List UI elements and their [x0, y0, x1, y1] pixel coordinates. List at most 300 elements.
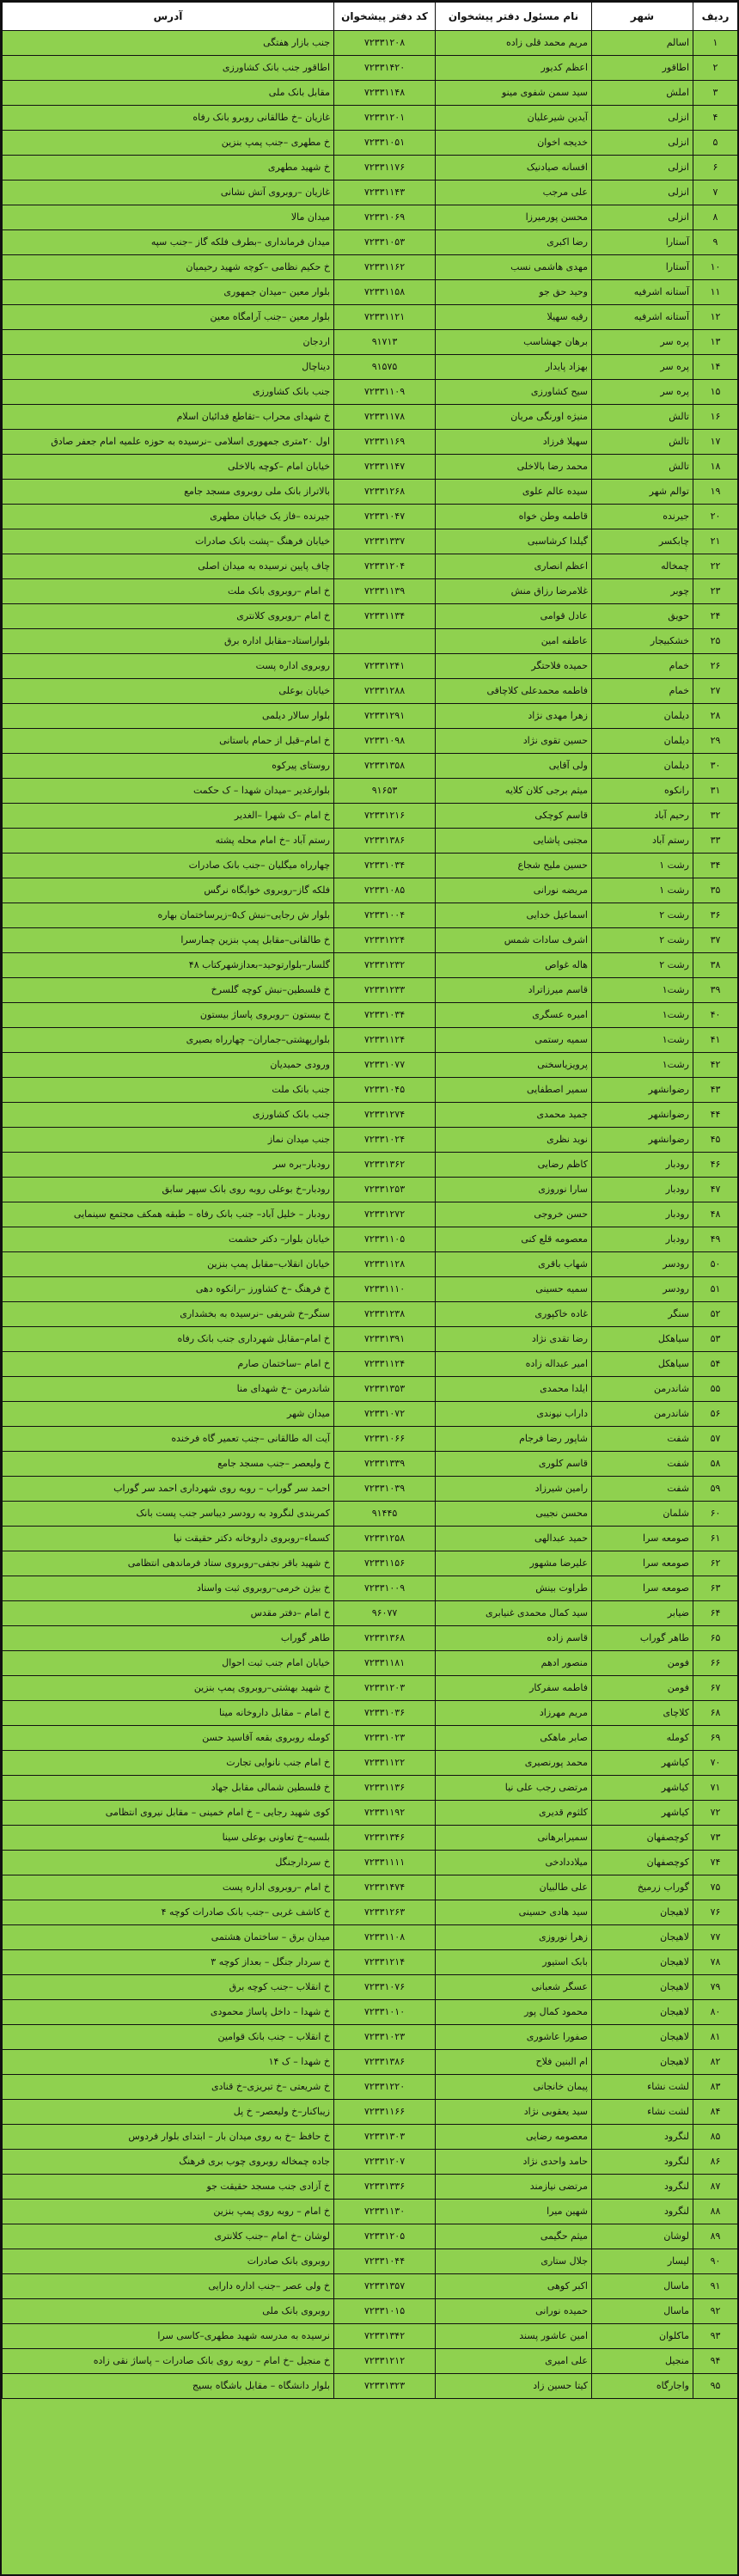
cell-city: آستارا	[592, 255, 693, 280]
cell-manager-name: محسن نجیبی	[436, 1502, 592, 1527]
cell-manager-name: سهیلا فرزاد	[436, 430, 592, 455]
cell-address: میدان مالا	[3, 205, 334, 230]
cell-city: لشت نشاء	[592, 2075, 693, 2100]
cell-office-code: ۷۲۳۳۱۰۴۷	[334, 505, 436, 529]
cell-address: روبروی بانک صادرات	[3, 2249, 334, 2274]
cell-manager-name: محمود کمال پور	[436, 2000, 592, 2025]
cell-index: ۳	[693, 81, 738, 106]
cell-manager-name: اشرف سادات شمس	[436, 928, 592, 953]
cell-index: ۶۵	[693, 1626, 738, 1651]
table-row	[3, 1776, 738, 1801]
table-row	[3, 1352, 738, 1377]
cell-address: خ مطهری –جنب پمپ بنزین	[3, 131, 334, 156]
cell-address: خ شهدای محراب –تقاطع فدائیان اسلام	[3, 405, 334, 430]
cell-manager-name: منیژه اورنگی مریان	[436, 405, 592, 430]
table-row	[3, 255, 738, 280]
cell-index: ۷	[693, 181, 738, 205]
cell-office-code: ۷۲۳۳۱۰۳۹	[334, 1477, 436, 1502]
cell-city: رشت۱	[592, 1003, 693, 1028]
cell-city: اطاقور	[592, 56, 693, 81]
cell-manager-name: مریم مهرزاد	[436, 1701, 592, 1726]
cell-office-code: ۷۲۳۳۱۳۳۹	[334, 1452, 436, 1477]
cell-city: پره سر	[592, 380, 693, 405]
cell-address: ورودی حمیدیان	[3, 1053, 334, 1078]
cell-office-code: ۷۲۳۳۱۱۵۶	[334, 1551, 436, 1576]
cell-office-code: ۷۲۳۳۱۰۴۴	[334, 2249, 436, 2274]
cell-manager-name: منصور ادهم	[436, 1651, 592, 1676]
cell-city: کومله	[592, 1726, 693, 1751]
cell-index: ۵۵	[693, 1377, 738, 1402]
cell-office-code: ۷۲۳۳۱۳۵۷	[334, 2274, 436, 2299]
cell-office-code: ۷۲۳۳۱۰۵۱	[334, 131, 436, 156]
cell-index: ۴	[693, 106, 738, 131]
table-row	[3, 804, 738, 829]
cell-address: خیابان امام –کوچه بالاخلی	[3, 455, 334, 480]
table-row	[3, 1202, 738, 1227]
cell-office-code: ۷۲۳۳۱۲۰۴	[334, 554, 436, 579]
cell-office-code: ۷۲۳۳۱۰۹۸	[334, 729, 436, 754]
cell-manager-name: داراب نیوندی	[436, 1402, 592, 1427]
cell-index: ۳۳	[693, 829, 738, 854]
cell-manager-name: رضا تقدی نژاد	[436, 1327, 592, 1352]
cell-city: رضوانشهر	[592, 1128, 693, 1153]
table-row	[3, 754, 738, 779]
cell-manager-name: بهزاد پایدار	[436, 355, 592, 380]
cell-index: ۱۲	[693, 305, 738, 330]
cell-address: بلوارغدیر –میدان شهدا – ک حکمت	[3, 779, 334, 804]
cell-office-code: ۷۲۳۳۱۰۶۹	[334, 205, 436, 230]
table-row	[3, 1726, 738, 1751]
table-row	[3, 81, 738, 106]
cell-manager-name: سمیه حسینی	[436, 1277, 592, 1302]
cell-office-code: ۷۲۳۳۱۰۱۵	[334, 2299, 436, 2324]
cell-manager-name: بابک استیور	[436, 1950, 592, 1975]
cell-office-code: ۷۲۳۳۱۱۳۴	[334, 604, 436, 629]
cell-office-code: ۷۲۳۳۱۰۷۶	[334, 1975, 436, 2000]
cell-index: ۷۶	[693, 1900, 738, 1925]
cell-city: شلمان	[592, 1502, 693, 1527]
table-row	[3, 1003, 738, 1028]
table-row	[3, 1028, 738, 1053]
cell-address: جیرنده –فاز یک خیابان مطهری	[3, 505, 334, 529]
cell-address: گلسار–بلوارتوحید–بعدازشهرکتاب ۴۸	[3, 953, 334, 978]
cell-city: شفت	[592, 1452, 693, 1477]
cell-index: ۳۸	[693, 953, 738, 978]
cell-address: شاندرمن –خ شهدای منا	[3, 1377, 334, 1402]
cell-office-code: ۷۲۳۳۱۲۲۰	[334, 2075, 436, 2100]
cell-city: لنگرود	[592, 2125, 693, 2150]
cell-office-code: ۷۲۳۳۱۲۶۳	[334, 1900, 436, 1925]
cell-office-code: ۷۲۳۳۱۳۰۳	[334, 2125, 436, 2150]
cell-city: لاهیجان	[592, 2000, 693, 2025]
cell-city: ماسال	[592, 2299, 693, 2324]
cell-office-code: ۷۲۳۳۱۱۳۰	[334, 2200, 436, 2224]
table-row	[3, 1875, 738, 1900]
header-index: ردیف	[693, 3, 738, 31]
table-row	[3, 330, 738, 355]
table-row	[3, 2349, 738, 2374]
cell-city: املش	[592, 81, 693, 106]
cell-manager-name: رامین شیرزاد	[436, 1477, 592, 1502]
cell-index: ۷۸	[693, 1950, 738, 1975]
header-row	[3, 3, 738, 31]
cell-office-code: ۷۲۳۳۱۲۱۴	[334, 1950, 436, 1975]
cell-office-code: ۷۲۳۳۱۰۲۳	[334, 1726, 436, 1751]
table-row	[3, 181, 738, 205]
cell-address: خ فلسطین–نبش کوچه گلسرخ	[3, 978, 334, 1003]
table-row	[3, 729, 738, 754]
cell-city: رودبار	[592, 1153, 693, 1178]
cell-manager-name: وحید حق جو	[436, 280, 592, 305]
cell-office-code: ۷۲۳۳۱۱۲۲	[334, 1751, 436, 1776]
header-manager-name: نام مسئول دفتر پیشخوان	[436, 3, 592, 31]
cell-address: لوشان –خ امام –جنب کلانتری	[3, 2224, 334, 2249]
cell-index: ۴۵	[693, 1128, 738, 1153]
cell-address: اول ۲۰متری جمهوری اسلامی –نرسیده به حوزه علمیه امام جعفر صادق	[3, 430, 334, 455]
cell-office-code: ۷۲۳۳۱۱۶۲	[334, 255, 436, 280]
cell-address: زیباکنار–خ ولیعصر– خ پل	[3, 2100, 334, 2125]
cell-city: انزلی	[592, 181, 693, 205]
cell-city: شاندرمن	[592, 1402, 693, 1427]
cell-index: ۷۹	[693, 1975, 738, 2000]
table-row	[3, 604, 738, 629]
cell-office-code: ۷۲۳۳۱۲۲۴	[334, 928, 436, 953]
header-office-code: کد دفتر پیشخوان	[334, 3, 436, 31]
cell-manager-name: مرتضی نیازمند	[436, 2175, 592, 2200]
cell-index: ۹۵	[693, 2374, 738, 2399]
cell-address: خ انقلاب –جنب کوچه برق	[3, 1975, 334, 2000]
cell-manager-name: کاظم رضایی	[436, 1153, 592, 1178]
table-row	[3, 928, 738, 953]
cell-city: خشکبیجار	[592, 629, 693, 654]
cell-office-code: ۷۲۳۳۱۱۴۷	[334, 455, 436, 480]
cell-manager-name: عادل قوامی	[436, 604, 592, 629]
cell-city: کوچصفهان	[592, 1851, 693, 1875]
cell-office-code: ۷۲۳۳۱۱۴۳	[334, 181, 436, 205]
cell-address: میدان فرمانداری –بطرف فلکه گاز –جنب سپه	[3, 230, 334, 255]
cell-office-code: ۷۲۳۳۱۲۴۱	[334, 654, 436, 679]
cell-manager-name: معصومه قلع کنی	[436, 1227, 592, 1252]
cell-index: ۸	[693, 205, 738, 230]
cell-manager-name: فاطمه سفرکار	[436, 1676, 592, 1701]
table-row	[3, 1227, 738, 1252]
table-row	[3, 2150, 738, 2175]
cell-office-code: ۷۲۳۳۱۱۷۸	[334, 405, 436, 430]
table-body	[3, 31, 738, 2399]
cell-city: شفت	[592, 1477, 693, 1502]
table-row	[3, 2025, 738, 2050]
table-row	[3, 430, 738, 455]
cell-city: چمخاله	[592, 554, 693, 579]
cell-office-code: ۷۲۳۳۱۳۵۳	[334, 1377, 436, 1402]
cell-index: ۶	[693, 156, 738, 181]
cell-manager-name: برهان جهشاسب	[436, 330, 592, 355]
cell-office-code: ۷۲۳۳۱۳۳۷	[334, 529, 436, 554]
cell-manager-name: سیح کشاورزی	[436, 380, 592, 405]
cell-index: ۵۲	[693, 1302, 738, 1327]
cell-address: کسماء–روبروی داروخانه دکتر حقیقت نیا	[3, 1527, 334, 1551]
cell-manager-name: شهین میرا	[436, 2200, 592, 2224]
table-row	[3, 31, 738, 56]
cell-city: پره سر	[592, 355, 693, 380]
cell-address: غازیان –روبروی آتش نشانی	[3, 181, 334, 205]
cell-manager-name: جلال ستاری	[436, 2249, 592, 2274]
cell-city: لشت نشاء	[592, 2100, 693, 2125]
cell-manager-name: محمد پورنصیری	[436, 1751, 592, 1776]
cell-index: ۵	[693, 131, 738, 156]
cell-office-code: ۷۲۳۳۱۲۳۲	[334, 953, 436, 978]
table-row	[3, 280, 738, 305]
cell-city: سنگر	[592, 1302, 693, 1327]
table-row	[3, 2274, 738, 2299]
cell-index: ۸۶	[693, 2150, 738, 2175]
table-row	[3, 1527, 738, 1551]
cell-office-code: ۷۲۳۳۱۰۰۹	[334, 1576, 436, 1601]
cell-address: دیناچال	[3, 355, 334, 380]
cell-office-code: ۷۲۳۳۱۰۷۲	[334, 1402, 436, 1427]
table-row	[3, 1327, 738, 1352]
table-row	[3, 2374, 738, 2399]
cell-address: نرسیده به مدرسه شهید مطهری–کاسی سرا	[3, 2324, 334, 2349]
cell-city: خمام	[592, 654, 693, 679]
cell-address: خ امام –روبروی کلانتری	[3, 604, 334, 629]
cell-office-code: ۷۲۳۳۱۲۷۲	[334, 1202, 436, 1227]
cell-address: فلکه گاز–روبروی خوابگاه نرگس	[3, 878, 334, 903]
table-row	[3, 1601, 738, 1626]
cell-office-code: ۷۲۳۳۱۴۲۰	[334, 56, 436, 81]
cell-index: ۶۹	[693, 1726, 738, 1751]
cell-manager-name: پرویزیاسخنی	[436, 1053, 592, 1078]
cell-city: صومعه سرا	[592, 1576, 693, 1601]
cell-index: ۲۹	[693, 729, 738, 754]
cell-city: ماکلوان	[592, 2324, 693, 2349]
cell-office-code: ۷۲۳۳۱۰۷۷	[334, 1053, 436, 1078]
cell-city: واجارگاه	[592, 2374, 693, 2399]
cell-office-code: ۷۲۳۳۱۰۶۶	[334, 1427, 436, 1452]
cell-city: رودسر	[592, 1277, 693, 1302]
cell-index: ۲۵	[693, 629, 738, 654]
cell-office-code: ۷۲۳۳۱۱۳۹	[334, 579, 436, 604]
cell-office-code: ۷۲۳۳۱۱۰۵	[334, 1227, 436, 1252]
table-row	[3, 1950, 738, 1975]
cell-office-code: ۷۲۳۳۱۲۰۷	[334, 2150, 436, 2175]
cell-index: ۷۰	[693, 1751, 738, 1776]
table-row	[3, 1153, 738, 1178]
cell-city: رشت۱	[592, 1028, 693, 1053]
cell-office-code: ۷۲۳۳۱۲۱۲	[334, 2349, 436, 2374]
table-row	[3, 2175, 738, 2200]
cell-office-code: ۷۲۳۳۱۱۲۴	[334, 1028, 436, 1053]
cell-address: خ شهید باقر نجفی–روبروی ستاد فرماندهی انتظامی	[3, 1551, 334, 1576]
cell-city: شاندرمن	[592, 1377, 693, 1402]
cell-address: آیت اله طالقانی –جنب تعمیر گاه فرخنده	[3, 1427, 334, 1452]
cell-index: ۴۶	[693, 1153, 738, 1178]
cell-manager-name: سید هادی حسینی	[436, 1900, 592, 1925]
cell-manager-name: میلاددادخی	[436, 1851, 592, 1875]
cell-office-code: ۷۲۳۳۱۱۹۲	[334, 1801, 436, 1826]
cell-office-code: ۷۲۳۳۱۱۰۹	[334, 380, 436, 405]
cell-address: خ شهدا – داخل پاساژ محمودی	[3, 2000, 334, 2025]
cell-manager-name: سمیه رستمی	[436, 1028, 592, 1053]
cell-manager-name: اعظم کدیور	[436, 56, 592, 81]
cell-city: جیرنده	[592, 505, 693, 529]
cell-city: انزلی	[592, 156, 693, 181]
cell-index: ۷۷	[693, 1925, 738, 1950]
table-row	[3, 903, 738, 928]
cell-address: خیابان انقلاب–مقابل پمپ بنزین	[3, 1252, 334, 1277]
cell-manager-name: سارا نوروزی	[436, 1178, 592, 1202]
cell-address: کوی شهید رجایی – خ امام خمینی – مقابل نیروی انتظامی	[3, 1801, 334, 1826]
cell-index: ۸۴	[693, 2100, 738, 2125]
cell-address: خ امام –دفتر مقدس	[3, 1601, 334, 1626]
cell-address: کومله روبروی بقعه آقاسید حسن	[3, 1726, 334, 1751]
cell-address: بلوار سالار دیلمی	[3, 704, 334, 729]
cell-city: کیاشهر	[592, 1776, 693, 1801]
cell-address: خ طالقانی–مقابل پمپ بنزین چمارسرا	[3, 928, 334, 953]
cell-manager-name: میثم برجی کلان کلایه	[436, 779, 592, 804]
cell-index: ۲۷	[693, 679, 738, 704]
cell-manager-name: فاطمه محمدعلی کلاچاقی	[436, 679, 592, 704]
cell-address: خ انقلاب – جنب بانک قوامین	[3, 2025, 334, 2050]
cell-office-code: ۷۲۳۳۱۲۱۶	[334, 804, 436, 829]
cell-city: لاهیجان	[592, 2050, 693, 2075]
table-row	[3, 1851, 738, 1875]
cell-manager-name: کیتا حسین زاد	[436, 2374, 592, 2399]
table-row	[3, 1900, 738, 1925]
cell-address: خ امام–مقابل شهرداری جنب بانک رفاه	[3, 1327, 334, 1352]
cell-manager-name: محسن پورمیرزا	[436, 205, 592, 230]
cell-city: رشت۱	[592, 1053, 693, 1078]
cell-office-code: ۷۲۳۳۱۱۷۶	[334, 156, 436, 181]
cell-manager-name: قاسم زاده	[436, 1626, 592, 1651]
cell-index: ۵۷	[693, 1427, 738, 1452]
table-row	[3, 230, 738, 255]
cell-manager-name: نوید نظری	[436, 1128, 592, 1153]
cell-address: خیابان بلوار– دکتر حشمت	[3, 1227, 334, 1252]
cell-index: ۸۸	[693, 2200, 738, 2224]
cell-city: رستم آباد	[592, 829, 693, 854]
cell-address: اطاقور جنب بانک کشاورزی	[3, 56, 334, 81]
cell-index: ۲۳	[693, 579, 738, 604]
cell-city: رشت ۱	[592, 854, 693, 878]
cell-address: خ امام جنب نانوایی تجارت	[3, 1751, 334, 1776]
cell-office-code: ۷۲۳۳۱۰۴۵	[334, 1078, 436, 1103]
cell-index: ۸۲	[693, 2050, 738, 2075]
cell-manager-name: امیره عسگری	[436, 1003, 592, 1028]
cell-address: خ ولیعصر –جنب مسجد جامع	[3, 1452, 334, 1477]
cell-address: روستای پیرکوه	[3, 754, 334, 779]
cell-manager-name: محمد رضا بالاخلی	[436, 455, 592, 480]
table-row	[3, 654, 738, 679]
cell-city: لیسار	[592, 2249, 693, 2274]
cell-city: رحیم آباد	[592, 804, 693, 829]
cell-address: جنب بازار هفتگی	[3, 31, 334, 56]
cell-manager-name: غلامرضا رزاق منش	[436, 579, 592, 604]
cell-manager-name: امین عاشور پسند	[436, 2324, 592, 2349]
cell-address: خ امام –روبروی بانک ملت	[3, 579, 334, 604]
cell-manager-name: اعظم انصاری	[436, 554, 592, 579]
cell-city: آستارا	[592, 230, 693, 255]
cell-manager-name: سید یعقوبی نژاد	[436, 2100, 592, 2125]
cell-index: ۴۴	[693, 1103, 738, 1128]
cell-address: اردجان	[3, 330, 334, 355]
cell-manager-name: طراوت بینش	[436, 1576, 592, 1601]
cell-office-code: ۷۲۳۳۱۰۲۴	[334, 1128, 436, 1153]
cell-index: ۸۵	[693, 2125, 738, 2150]
cell-manager-name: مریضه نورانی	[436, 878, 592, 903]
cell-index: ۲۰	[693, 505, 738, 529]
cell-office-code: ۷۲۳۳۱۳۵۸	[334, 754, 436, 779]
cell-index: ۲۱	[693, 529, 738, 554]
cell-office-code: ۷۲۳۳۱۱۴۸	[334, 81, 436, 106]
table-row	[3, 1576, 738, 1601]
cell-index: ۴۲	[693, 1053, 738, 1078]
table-row	[3, 1626, 738, 1651]
table-row	[3, 1252, 738, 1277]
cell-manager-name: سمیرابرهانی	[436, 1826, 592, 1851]
cell-index: ۶۰	[693, 1502, 738, 1527]
cell-address: خ آزادی جنب مسجد حقیقت جو	[3, 2175, 334, 2200]
table-row	[3, 779, 738, 804]
cell-index: ۶۲	[693, 1551, 738, 1576]
table-row	[3, 2299, 738, 2324]
cell-office-code: ۷۲۳۳۱۰۳۶	[334, 1701, 436, 1726]
cell-manager-name: حسین تقوی نژاد	[436, 729, 592, 754]
cell-city: آستانه اشرفیه	[592, 280, 693, 305]
cell-address: رودبار–خ بوعلی روبه روی بانک سپهر سابق	[3, 1178, 334, 1202]
table-row	[3, 2100, 738, 2125]
cell-address: خ شهید بهشتی–روبروی پمپ بنزین	[3, 1676, 334, 1701]
cell-manager-name: حمید عبدالهی	[436, 1527, 592, 1551]
cell-manager-name: امیر عبداله زاده	[436, 1352, 592, 1377]
cell-office-code: ۹۶۰۷۷	[334, 1601, 436, 1626]
table-row	[3, 1302, 738, 1327]
table-row	[3, 1801, 738, 1826]
cell-index: ۷۲	[693, 1801, 738, 1826]
cell-city: لاهیجان	[592, 1900, 693, 1925]
cell-manager-name: جمید محمدی	[436, 1103, 592, 1128]
cell-office-code: ۷۲۳۳۱۰۸۵	[334, 878, 436, 903]
cell-manager-name: زهرا نوروزی	[436, 1925, 592, 1950]
cell-index: ۴۳	[693, 1078, 738, 1103]
cell-index: ۴۸	[693, 1202, 738, 1227]
cell-manager-name: مهدی هاشمی نسب	[436, 255, 592, 280]
table-row	[3, 305, 738, 330]
cell-city: تالش	[592, 430, 693, 455]
table-row	[3, 579, 738, 604]
table-row	[3, 2000, 738, 2025]
cell-office-code: ۷۲۳۳۱۱۳۶	[334, 1776, 436, 1801]
cell-office-code: ۹۱۶۵۳	[334, 779, 436, 804]
table-row	[3, 854, 738, 878]
cell-address: خ منجیل –خ امام – روبه روی بانک صادرات – پاساژ نقی زاده	[3, 2349, 334, 2374]
cell-index: ۱۵	[693, 380, 738, 405]
cell-address: خیابان بوعلی	[3, 679, 334, 704]
cell-address: بلوارپهشتی–جماران– چهارراه بصیری	[3, 1028, 334, 1053]
cell-index: ۴۱	[693, 1028, 738, 1053]
cell-index: ۳۹	[693, 978, 738, 1003]
table-row	[3, 2324, 738, 2349]
cell-index: ۹۰	[693, 2249, 738, 2274]
table-row	[3, 1826, 738, 1851]
cell-office-code: ۷۲۳۳۱۰۰۴	[334, 903, 436, 928]
cell-city: شفت	[592, 1427, 693, 1452]
cell-manager-name: مجتبی پاشایی	[436, 829, 592, 854]
cell-city: کیاشهر	[592, 1751, 693, 1776]
cell-office-code: ۷۲۳۳۱۳۹۱	[334, 1327, 436, 1352]
cell-index: ۴۰	[693, 1003, 738, 1028]
cell-index: ۵۱	[693, 1277, 738, 1302]
